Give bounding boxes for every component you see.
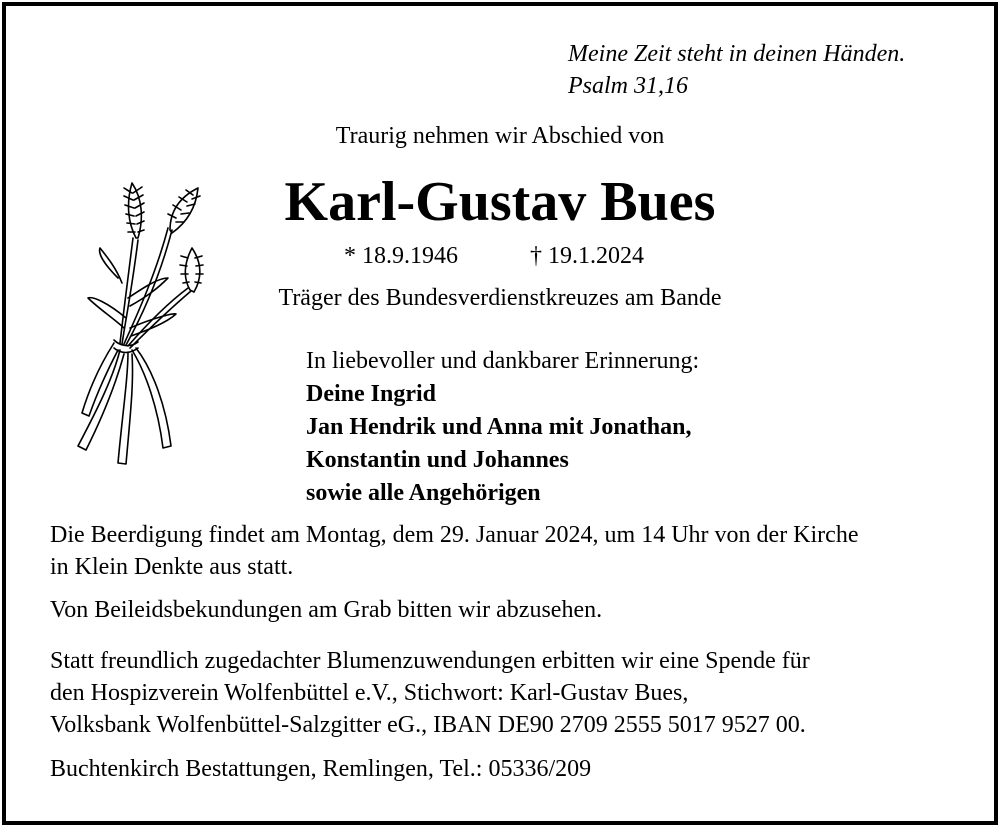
- verse-line: Meine Zeit steht in deinen Händen.: [568, 41, 906, 67]
- donation-line: den Hospizverein Wolfenbüttel e.V., Stichwort: Karl-Gustav Bues,: [50, 680, 689, 706]
- mourner-name: Jan Hendrik und Anna mit Jonathan,: [306, 414, 692, 440]
- mourner-name: sowie alle Angehörigen: [306, 480, 541, 506]
- donation-info: [50, 645, 810, 741]
- donation-line: Volksbank Wolfenbüttel-Salzgitter eG., IBAN DE90 2709 2555 5017 9527 00.: [50, 712, 806, 738]
- verse-reference: Psalm 31,16: [568, 73, 688, 99]
- condolence-note: Von Beileidsbekundungen am Grab bitten wir abzusehen.: [50, 597, 603, 623]
- funeral-line: Die Beerdigung findet am Montag, dem 29. Januar 2024, um 14 Uhr von der Kirche: [50, 522, 859, 548]
- intro-text: Traurig nehmen wir Abschied von: [335, 123, 665, 149]
- mourners-intro: In liebevoller und dankbarer Erinnerung:: [306, 348, 700, 374]
- funeral-line: in Klein Denkte aus statt.: [50, 554, 294, 580]
- bible-verse: [568, 38, 905, 102]
- mourner-name: Deine Ingrid: [306, 381, 437, 407]
- mourners-block: [306, 345, 699, 510]
- honor-text: Träger des Bundesverdienstkreuzes am Bande: [278, 285, 722, 311]
- undertaker-info: Buchtenkirch Bestattungen, Remlingen, Tel.: 05336/209: [50, 756, 592, 782]
- death-date: † 19.1.2024: [530, 243, 644, 269]
- wheat-bundle-icon: [58, 178, 228, 468]
- funeral-info: [50, 519, 858, 583]
- birth-date: * 18.9.1946: [344, 243, 458, 269]
- mourner-name: Konstantin und Johannes: [306, 447, 569, 473]
- donation-line: Statt freundlich zugedachter Blumenzuwendungen erbitten wir eine Spende für: [50, 648, 810, 674]
- deceased-name: Karl-Gustav Bues: [284, 171, 716, 233]
